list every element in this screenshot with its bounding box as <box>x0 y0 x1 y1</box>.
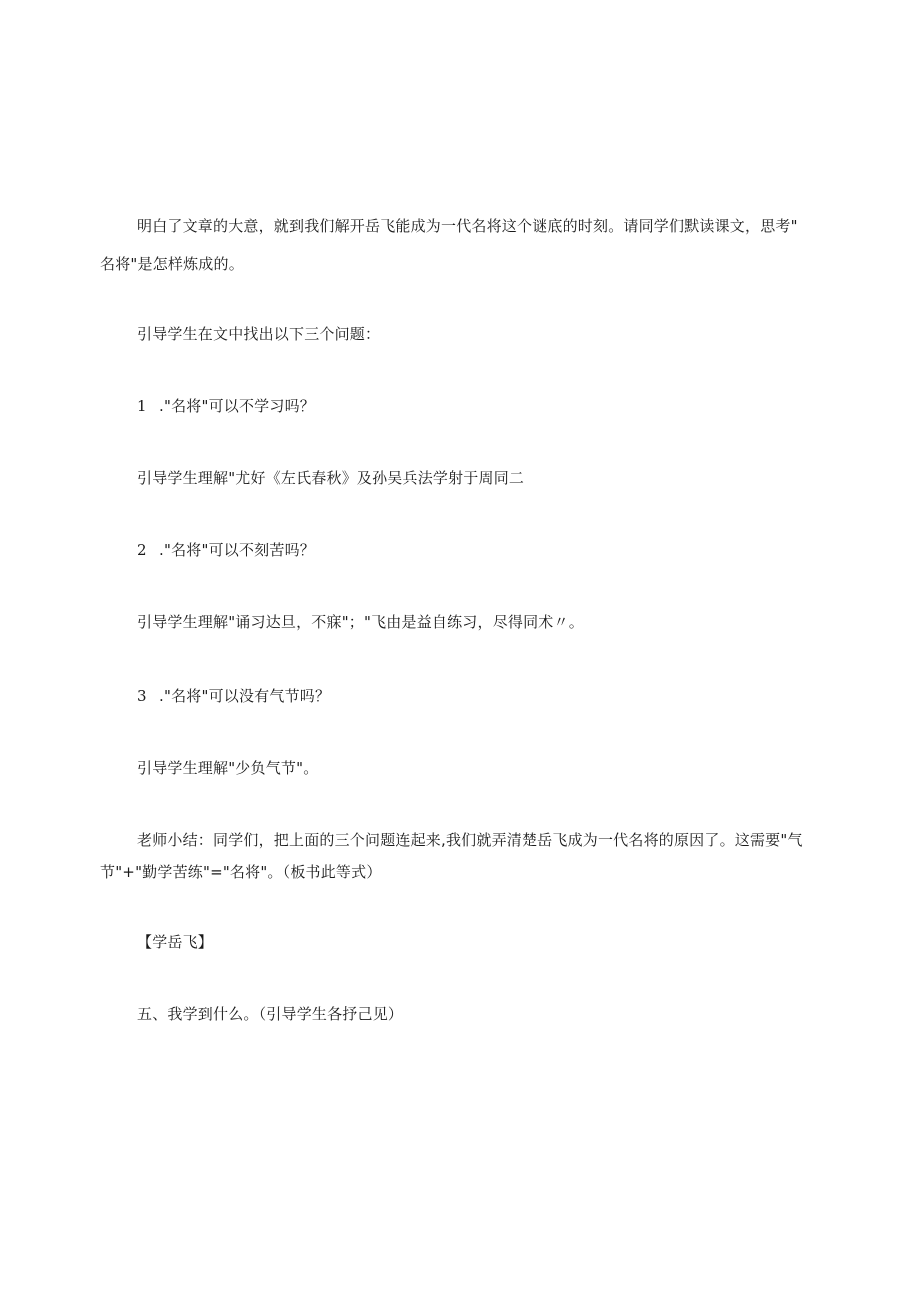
question-3 <box>137 686 330 706</box>
intro-paragraph-line-1: 明白了文章的大意，就到我们解开岳飞能成为一代名将这个谜底的时刻。请同学们默读课文，思考" <box>137 217 798 235</box>
question-1 <box>137 396 315 416</box>
question-3-guide: 引导学生理解"少负气节"。 <box>137 759 319 777</box>
question-2-text: ."名将"可以不刻苦吗？ <box>159 541 315 559</box>
question-1-text: ."名将"可以不学习吗？ <box>159 397 315 415</box>
learn-yuefei-heading: 【学岳飞】 <box>137 933 214 951</box>
question-2 <box>137 540 315 560</box>
guide-intro-text: 引导学生在文中找出以下三个问题： <box>137 325 381 343</box>
question-3-number: 3 <box>137 687 147 705</box>
question-1-guide: 引导学生理解"尤好《左氏春秋》及孙吴兵法学射于周同二 <box>137 469 525 487</box>
section-five-heading: 五、我学到什么。（引导学生各抒己见） <box>137 1005 404 1023</box>
summary-line-1: 老师小结：同学们，把上面的三个问题连起来,我们就弄清楚岳飞成为一代名将的原因了。这需要"气 <box>137 831 803 849</box>
question-2-number: 2 <box>137 541 147 559</box>
intro-paragraph-line-2: 名将"是怎样炼成的。 <box>100 255 244 273</box>
summary-line-2: 节"+"勤学苦练"="名将"。（板书此等式） <box>100 863 382 881</box>
question-3-text: ."名将"可以没有气节吗？ <box>159 687 331 705</box>
question-2-guide: 引导学生理解"诵习达旦，不寐"；"飞由是益自练习，尽得同术〃。 <box>137 613 584 631</box>
question-1-number: 1 <box>137 397 147 415</box>
